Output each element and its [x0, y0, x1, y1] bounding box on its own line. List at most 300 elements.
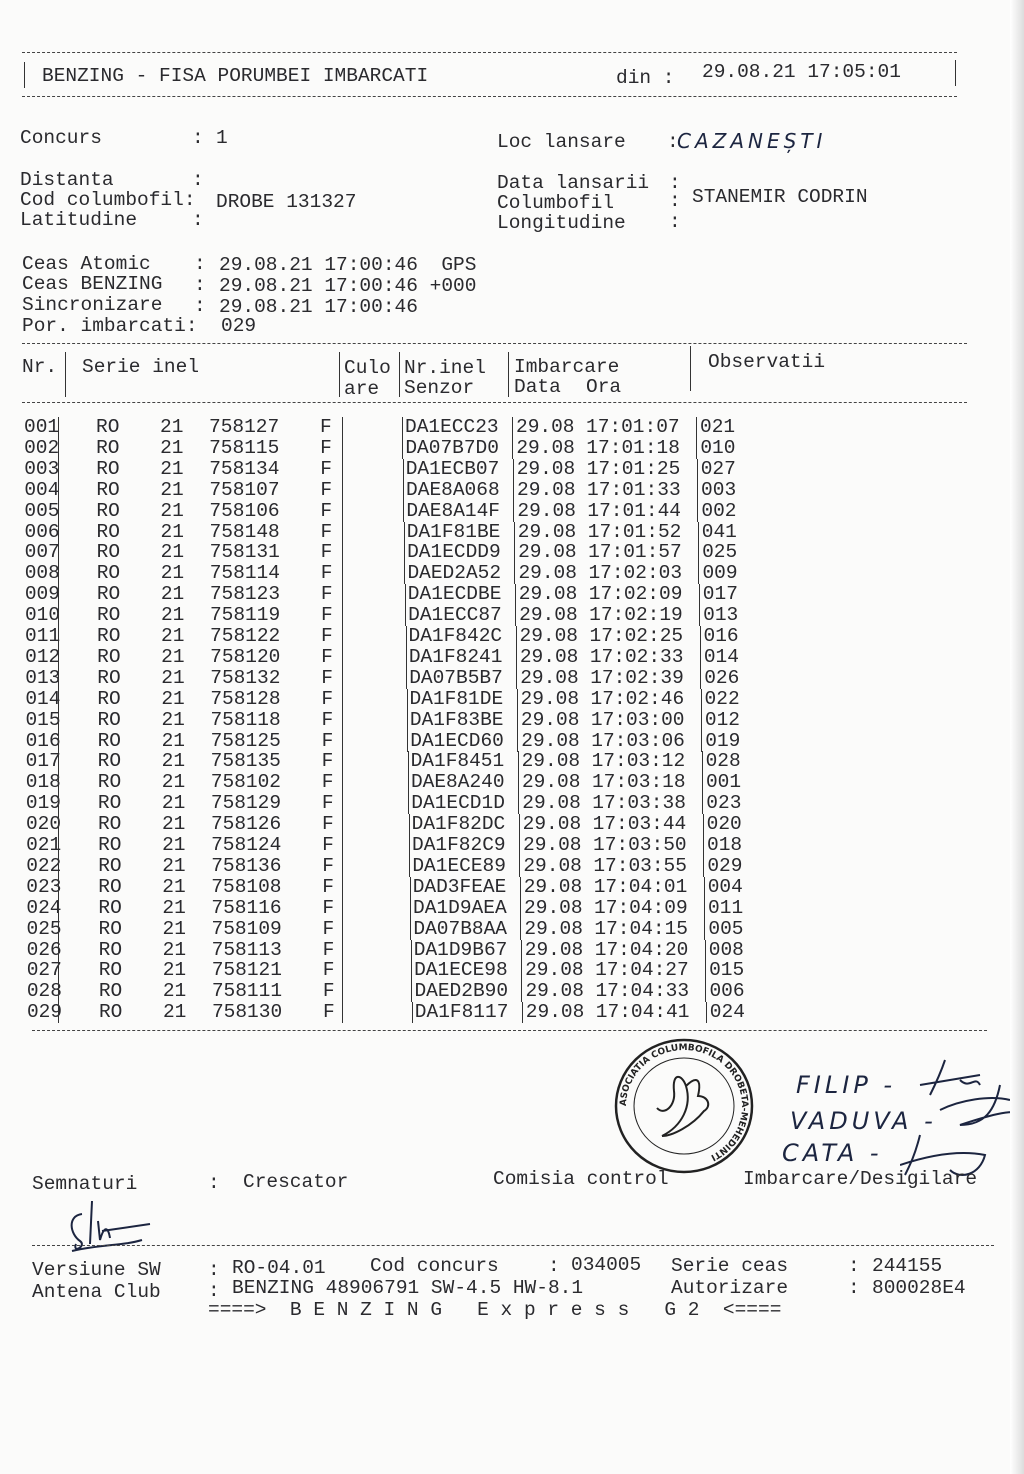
header-right-border	[955, 60, 956, 86]
row-nr: 020	[25, 813, 62, 836]
cell-divider	[342, 960, 343, 981]
table-row	[0, 856, 780, 877]
cell-divider	[342, 835, 343, 856]
colon: :	[667, 131, 679, 153]
imbarcare-desigilare-label: Imbarcare/Desigilare	[743, 1168, 978, 1190]
din-label: din :	[616, 67, 675, 89]
cell-divider	[342, 856, 343, 877]
table-row	[0, 480, 780, 501]
row-nr: 007	[24, 541, 60, 564]
cell-divider	[342, 605, 343, 626]
serie-ceas-value: 244155	[872, 1255, 943, 1277]
row-date: 29.08	[521, 729, 580, 752]
cell-divider	[342, 793, 343, 814]
row-date: 29.08	[520, 687, 580, 710]
row-nr: 009	[24, 583, 60, 606]
cell-divider	[521, 960, 522, 981]
row-year: 21	[160, 520, 184, 543]
colon: :	[669, 172, 681, 194]
row-date: 29.08	[516, 436, 575, 459]
cell-divider	[58, 814, 59, 835]
por-imbarcati-label: Por. imbarcati:	[22, 315, 198, 337]
cell-divider	[701, 731, 702, 752]
cell-divider	[406, 668, 407, 689]
cell-divider	[703, 835, 704, 856]
cell-divider	[520, 898, 521, 919]
cell-divider	[409, 835, 410, 856]
concurs-value: 1	[216, 127, 228, 149]
row-year: 21	[160, 436, 184, 459]
cell-divider	[521, 981, 522, 1002]
row-year: 21	[162, 938, 187, 961]
row-observation: 023	[706, 792, 742, 815]
row-ring-number: 758135	[210, 750, 281, 773]
row-ring-number: 758131	[209, 541, 280, 564]
row-observation: 010	[700, 436, 736, 459]
distanta-label: Distanta	[20, 169, 114, 191]
row-year: 21	[160, 562, 185, 585]
cell-divider	[703, 814, 704, 835]
row-sex: F	[321, 708, 334, 731]
row-ring-number: 758120	[210, 645, 281, 668]
table-row	[0, 751, 780, 772]
row-date: 29.08	[525, 980, 584, 1003]
autorizare-label: Autorizare	[671, 1277, 789, 1299]
row-country: RO	[98, 1001, 123, 1024]
cell-divider	[517, 710, 518, 731]
table-row	[0, 960, 780, 981]
cod-concurs-value: 034005	[571, 1254, 642, 1276]
row-observation: 029	[707, 854, 743, 877]
row-sensor-id: DAED2A52	[407, 562, 502, 585]
table-row	[0, 731, 780, 752]
cell-divider	[512, 417, 513, 438]
row-sensor-id: DA1F8451	[410, 750, 505, 773]
row-ring-number: 758121	[211, 959, 282, 982]
row-observation: 013	[703, 604, 739, 627]
row-sensor-id: DA1F82C9	[412, 834, 506, 856]
row-country: RO	[97, 750, 122, 773]
stamp-text: ASOCIATIA COLUMBOFILA DROBETA-MEHEDINTI	[618, 1042, 750, 1163]
col-observatii: Observatii	[708, 351, 826, 373]
row-time: 17:04:09	[594, 896, 688, 919]
row-sensor-id: DA1D9B67	[413, 938, 508, 961]
row-sensor-id: DA1ECD1D	[411, 792, 505, 815]
row-observation: 016	[703, 625, 739, 647]
row-year: 21	[161, 687, 185, 710]
cell-divider	[58, 710, 59, 731]
cell-divider	[342, 877, 343, 898]
cell-divider	[519, 814, 520, 835]
cell-divider	[515, 584, 516, 605]
col-data: Data	[514, 376, 561, 398]
row-year: 21	[161, 708, 185, 731]
cell-divider	[58, 835, 59, 856]
cell-divider	[699, 605, 700, 626]
row-time: 17:03:12	[591, 750, 686, 773]
row-sensor-id: DA1F8117	[414, 1001, 509, 1024]
cell-divider	[342, 480, 343, 501]
row-sex: F	[320, 520, 333, 543]
row-year: 21	[162, 896, 186, 919]
cell-divider	[698, 542, 699, 563]
cell-divider	[700, 668, 701, 689]
cell-divider	[404, 563, 405, 584]
row-sex: F	[321, 771, 334, 794]
handwritten-signatures-scribble	[900, 1055, 1024, 1185]
cell-divider	[513, 501, 514, 522]
row-sensor-id: DA1ECDD9	[407, 541, 501, 564]
cell-divider	[698, 522, 699, 543]
row-sensor-id: DA1D9AEA	[413, 896, 507, 919]
cell-divider	[402, 417, 403, 438]
cell-divider	[518, 751, 519, 772]
colon: :	[192, 169, 204, 191]
cod-concurs-label: Cod concurs	[370, 1255, 499, 1277]
row-nr: 026	[26, 938, 62, 961]
row-observation: 006	[709, 980, 745, 1003]
cell-divider	[705, 981, 706, 1002]
row-observation: 020	[706, 813, 742, 836]
row-date: 29.08	[520, 708, 580, 731]
row-nr: 006	[24, 520, 60, 543]
col-ora: Ora	[586, 376, 622, 398]
cell-divider	[342, 689, 343, 710]
table-row	[0, 417, 780, 438]
col-nr: Nr.	[22, 356, 58, 378]
cell-divider	[342, 522, 343, 543]
row-sex: F	[320, 562, 333, 585]
row-ring-number: 758129	[210, 792, 282, 815]
row-ring-number: 758127	[209, 416, 280, 438]
cell-divider	[519, 856, 520, 877]
row-sex: F	[321, 625, 333, 647]
cell-divider	[697, 501, 698, 522]
row-date: 29.08	[517, 478, 576, 501]
cell-divider	[342, 814, 343, 835]
row-country: RO	[98, 896, 122, 919]
row-country: RO	[98, 938, 123, 961]
cell-divider	[410, 919, 411, 940]
cell-divider	[520, 919, 521, 940]
row-country: RO	[96, 583, 121, 606]
row-sensor-id: DA1ECC23	[405, 416, 499, 438]
row-ring-number: 758124	[211, 834, 282, 856]
row-date: 29.08	[516, 457, 576, 480]
row-time: 17:01:33	[587, 478, 681, 501]
colon: :	[208, 1280, 220, 1302]
serie-ceas-label: Serie ceas	[671, 1255, 789, 1277]
versiune-sw-value: RO-04.01	[232, 1257, 326, 1279]
row-time: 17:02:33	[589, 645, 684, 668]
crescator-label: Crescator	[243, 1171, 349, 1193]
cell-divider	[404, 522, 405, 543]
cell-divider	[706, 1002, 707, 1023]
cell-divider	[705, 960, 706, 981]
table-row	[0, 522, 780, 543]
cell-divider	[522, 1002, 523, 1023]
cell-divider	[342, 751, 343, 772]
cell-divider	[407, 731, 408, 752]
row-date: 29.08	[524, 917, 583, 940]
cell-divider	[403, 459, 404, 480]
row-nr: 025	[26, 917, 62, 940]
row-observation: 009	[702, 562, 738, 585]
row-observation: 003	[701, 478, 737, 501]
cell-divider	[405, 584, 406, 605]
table-row	[0, 501, 780, 522]
handwritten-name-1: FILIP -	[796, 1071, 897, 1099]
row-sensor-id: DA1ECE98	[414, 959, 508, 982]
cell-divider	[702, 793, 703, 814]
cell-divider	[408, 793, 409, 814]
col-culoare-2: are	[344, 378, 380, 400]
row-sensor-id: DAE8A14F	[406, 499, 501, 522]
cell-divider	[58, 626, 59, 647]
row-date: 29.08	[517, 520, 577, 543]
row-nr: 022	[26, 854, 62, 877]
ceas-atomic-value: 29.08.21 17:00:46 GPS	[219, 254, 477, 276]
row-sensor-id: DA07B7D0	[405, 436, 499, 459]
cell-divider	[698, 563, 699, 584]
row-country: RO	[98, 834, 122, 856]
row-ring-number: 758113	[211, 938, 282, 961]
row-country: RO	[98, 959, 123, 982]
row-country: RO	[98, 875, 122, 898]
row-nr: 011	[25, 625, 61, 647]
table-row	[0, 626, 780, 647]
cell-divider	[513, 459, 514, 480]
row-year: 21	[160, 478, 184, 501]
cell-divider	[342, 647, 343, 668]
cell-divider	[515, 605, 516, 626]
row-country: RO	[96, 520, 120, 543]
row-observation: 008	[708, 938, 744, 961]
row-observation: 021	[700, 416, 736, 438]
cell-divider	[702, 772, 703, 793]
cell-divider	[516, 626, 517, 647]
row-nr: 028	[26, 980, 62, 1003]
cell-divider	[705, 940, 706, 961]
row-nr: 016	[25, 729, 61, 752]
table-row	[0, 689, 780, 710]
cell-divider	[696, 417, 697, 438]
association-stamp	[612, 1036, 760, 1176]
cell-divider	[408, 751, 409, 772]
cell-divider	[58, 605, 59, 626]
row-ring-number: 758148	[209, 520, 280, 543]
cell-divider	[342, 542, 343, 563]
row-sex: F	[322, 854, 334, 877]
cell-divider	[406, 647, 407, 668]
cell-divider	[58, 919, 59, 940]
cell-divider	[404, 542, 405, 563]
longitudine-label: Longitudine	[497, 212, 626, 234]
cell-divider	[58, 793, 59, 814]
row-sensor-id: DA1F83BE	[409, 708, 504, 731]
row-observation: 001	[705, 771, 742, 794]
row-date: 29.08	[523, 834, 582, 856]
ceas-benzing-label: Ceas BENZING	[22, 273, 163, 295]
row-ring-number: 758116	[211, 896, 282, 919]
row-observation: 015	[709, 959, 745, 982]
loc-lansare-label: Loc lansare	[497, 131, 626, 153]
row-date: 29.08	[524, 896, 583, 919]
row-ring-number: 758106	[209, 499, 280, 522]
cell-divider	[342, 940, 343, 961]
cell-divider	[58, 731, 59, 752]
row-ring-number: 758128	[210, 687, 281, 710]
row-sensor-id: DA1F81BE	[406, 520, 501, 543]
cell-divider	[517, 731, 518, 752]
row-country: RO	[97, 792, 122, 815]
row-nr: 013	[25, 666, 61, 689]
row-country: RO	[98, 854, 122, 877]
cell-divider	[520, 877, 521, 898]
colon: :	[848, 1255, 860, 1277]
row-ring-number: 758118	[210, 708, 281, 731]
latitudine-label: Latitudine	[20, 209, 138, 231]
row-sex: F	[320, 541, 333, 564]
cell-divider	[58, 438, 59, 459]
colon: :	[208, 1259, 220, 1281]
row-time: 17:03:55	[593, 854, 687, 877]
row-observation: 041	[701, 520, 737, 543]
row-sex: F	[321, 813, 334, 836]
cell-divider	[342, 1002, 343, 1023]
row-time: 17:01:52	[587, 520, 682, 543]
row-nr: 002	[24, 436, 60, 459]
header-bottom-rule	[22, 96, 957, 97]
cell-divider	[58, 480, 59, 501]
row-observation: 026	[704, 666, 740, 689]
row-sex: F	[320, 499, 333, 522]
row-date: 29.08	[523, 875, 583, 898]
data-lansarii-label: Data lansarii	[497, 172, 650, 194]
cell-divider	[411, 960, 412, 981]
row-sex: F	[320, 478, 333, 501]
cell-divider	[342, 459, 343, 480]
document-title: BENZING - FISA PORUMBEI IMBARCATI	[42, 65, 429, 87]
row-sex: F	[321, 666, 333, 689]
colon: :	[669, 211, 681, 233]
row-sex: F	[321, 750, 334, 773]
cod-columbofil-label: Cod columbofil:	[20, 189, 196, 211]
row-nr: 018	[25, 771, 61, 794]
cell-divider	[699, 584, 700, 605]
row-year: 21	[161, 771, 186, 794]
row-observation: 012	[704, 708, 740, 731]
cell-divider	[697, 480, 698, 501]
row-nr: 014	[25, 687, 61, 710]
row-time: 17:02:25	[589, 625, 684, 647]
colon: :	[194, 274, 206, 296]
row-date: 29.08	[521, 750, 581, 773]
colon: :	[192, 209, 204, 231]
col-divider	[65, 352, 66, 397]
por-imbarcati-value: 029	[221, 315, 257, 337]
col-divider	[690, 346, 691, 391]
svg-text:ASOCIATIA COLUMBOFILA DROBETA-	[619, 1043, 749, 1162]
cell-divider	[518, 772, 519, 793]
header-left-border	[24, 62, 25, 88]
cell-divider	[701, 710, 702, 731]
row-country: RO	[97, 771, 122, 794]
row-nr: 027	[26, 959, 62, 982]
row-time: 17:03:38	[592, 792, 686, 815]
footer-rule	[32, 1245, 994, 1246]
col-serie-inel: Serie inel	[82, 356, 200, 378]
loc-lansare-value: CAZANEȘTI	[677, 129, 827, 153]
table-row	[0, 668, 780, 689]
row-sensor-id: DA1ECC87	[408, 604, 502, 627]
autorizare-value: 800028E4	[872, 1277, 966, 1299]
cell-divider	[702, 751, 703, 772]
row-sensor-id: DAE8A068	[406, 478, 500, 501]
row-nr: 019	[25, 792, 61, 815]
cell-divider	[410, 898, 411, 919]
row-year: 21	[162, 917, 186, 940]
table-row	[0, 835, 780, 856]
row-country: RO	[96, 478, 120, 501]
cell-divider	[58, 542, 59, 563]
row-ring-number: 758126	[210, 813, 282, 836]
cell-divider	[342, 501, 343, 522]
cell-divider	[58, 772, 59, 793]
cell-divider	[514, 563, 515, 584]
cell-divider	[342, 626, 343, 647]
row-date: 29.08	[525, 959, 584, 982]
row-date: 29.08	[518, 562, 577, 585]
colon: :	[194, 253, 206, 275]
row-year: 21	[160, 604, 185, 627]
cell-divider	[342, 668, 343, 689]
antena-club-label: Antena Club	[32, 1281, 161, 1303]
cell-divider	[58, 501, 59, 522]
cell-divider	[700, 647, 701, 668]
cell-divider	[58, 689, 59, 710]
row-ring-number: 758122	[210, 625, 281, 647]
print-timestamp: 29.08.21 17:05:01	[702, 61, 901, 83]
row-observation: 014	[703, 645, 739, 668]
row-time: 17:03:06	[591, 729, 685, 752]
row-country: RO	[97, 645, 121, 668]
row-ring-number: 758108	[211, 875, 282, 898]
row-time: 17:01:18	[586, 436, 680, 459]
cell-divider	[514, 522, 515, 543]
table-row	[0, 710, 780, 731]
row-ring-number: 758109	[211, 917, 282, 940]
comisia-control-label: Comisia control	[493, 1168, 669, 1190]
row-sex: F	[322, 1001, 335, 1024]
table-row	[0, 438, 780, 459]
row-sex: F	[322, 980, 335, 1003]
row-time: 17:02:03	[588, 562, 683, 585]
ceas-benzing-value: 29.08.21 17:00:46 +000	[219, 275, 477, 297]
columbofil-value: STANEMIR CODRIN	[692, 186, 868, 208]
row-time: 17:01:44	[587, 499, 682, 522]
row-time: 17:04:41	[595, 1001, 690, 1024]
row-observation: 018	[707, 834, 743, 856]
table-row	[0, 898, 780, 919]
cell-divider	[58, 563, 59, 584]
ceas-atomic-label: Ceas Atomic	[22, 253, 151, 275]
row-observation: 027	[700, 457, 736, 480]
table-bottom-rule	[32, 1030, 987, 1031]
cell-divider	[403, 501, 404, 522]
row-observation: 011	[708, 896, 744, 919]
row-date: 29.08	[518, 583, 578, 606]
